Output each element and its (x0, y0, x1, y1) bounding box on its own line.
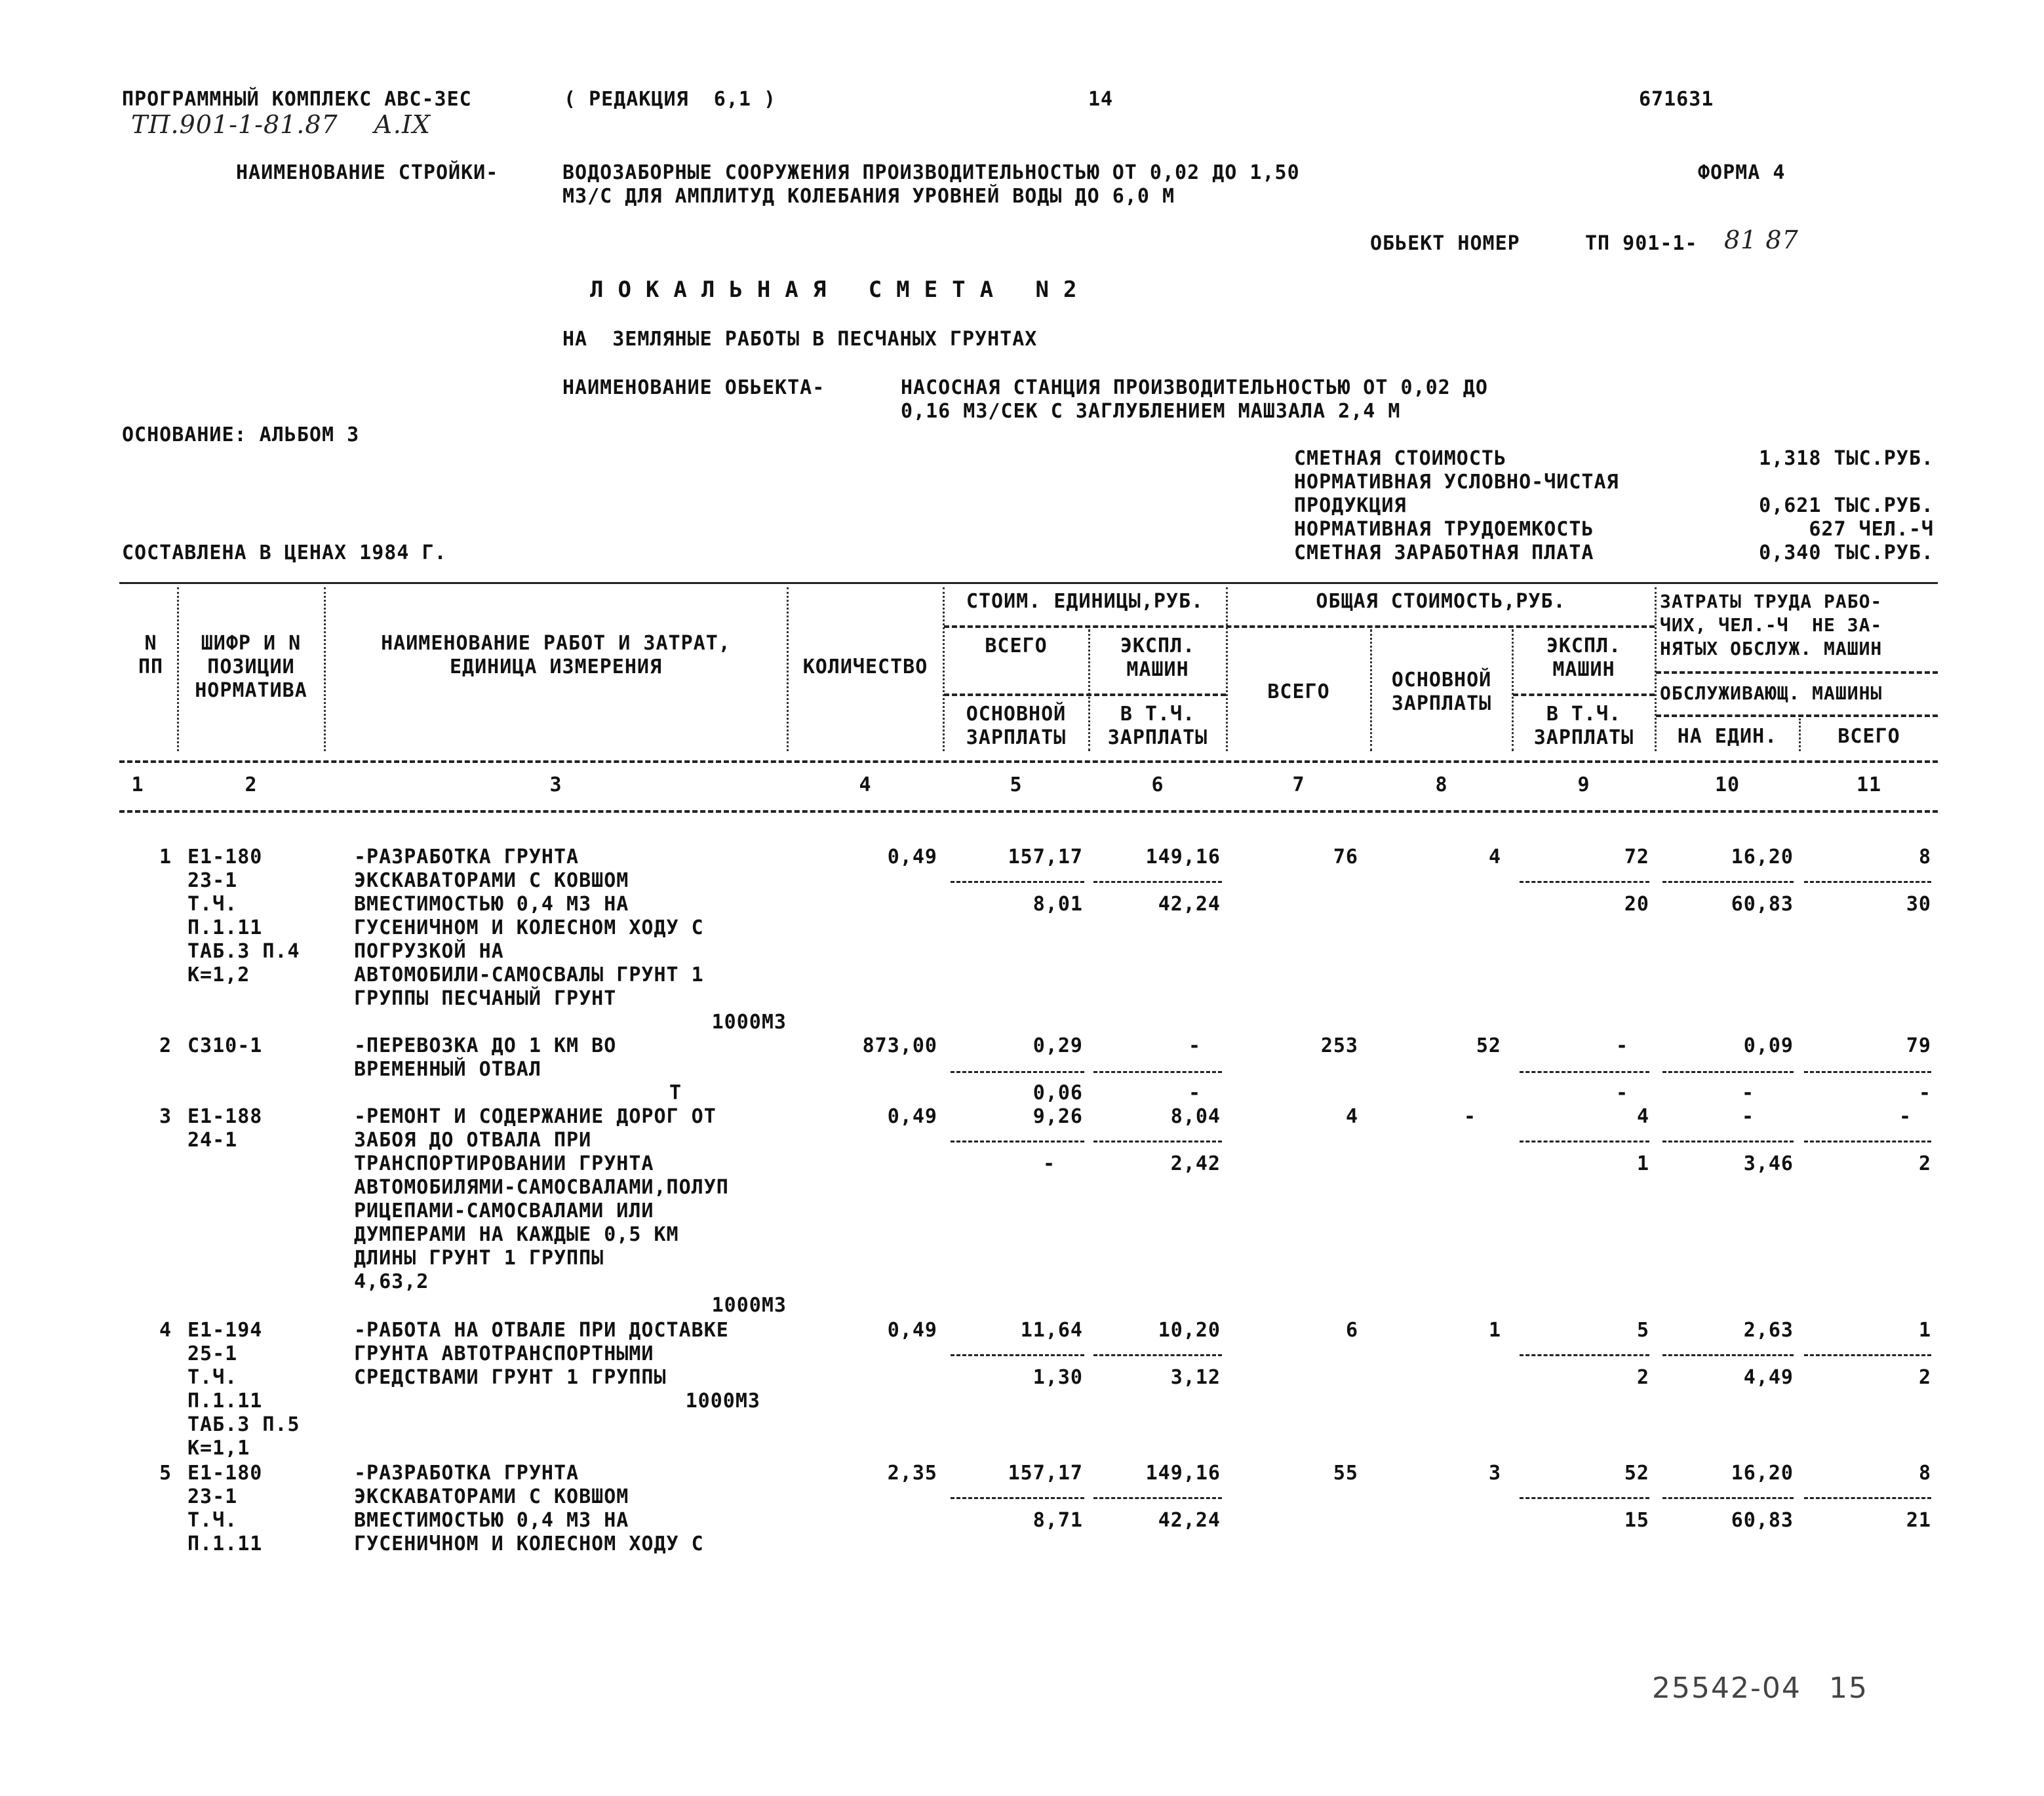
total-wage: 52 (1476, 1034, 1501, 1057)
col-header-labor-total: ВСЕГО (1838, 725, 1900, 748)
summary-value: 0,621 ТЫС.РУБ. (1759, 494, 1934, 517)
total-cost: 6 (1345, 1319, 1358, 1342)
col-header-total-incl-wage: В Т.Ч. ЗАРПЛАТЫ (1533, 703, 1634, 749)
row-description: -РЕМОНТ И СОДЕРЖАНИЕ ДОРОГ ОТ ЗАБОЯ ДО ОТВАЛА ПРИ ТРАНСПОРТИРОВАНИИ ГРУНТА АВТОМОБИЛЯМИ-САМОСВАЛАМИ,ПОЛУП РИЦЕПАМИ-САМОСВАЛАМИ ИЛИ ДУМПЕРАМИ НА КАЖДЫЕ 0,5 КМ ДЛИНЫ ГРУНТ 1 ГРУППЫ 4,63,2 (354, 1105, 729, 1293)
labor-per-unit: 16,20 (1731, 1462, 1794, 1485)
column-number: 11 (1856, 773, 1882, 796)
labor-service-unit: 60,83 (1731, 893, 1794, 916)
cell-underline (1804, 1141, 1931, 1142)
header-inner-rule (1656, 714, 1938, 717)
cell-underline (1662, 881, 1794, 883)
row-code: Е1-188 24-1 (187, 1105, 263, 1152)
row-code: С310-1 (187, 1034, 263, 1057)
row-unit: 1000М3 (711, 1294, 787, 1317)
total-machines: 4 (1636, 1105, 1649, 1128)
basis-note: ОСНОВАНИЕ: АЛЬБОМ 3 (122, 423, 360, 446)
construction-label: НАИМЕНОВАНИЕ СТРОЙКИ- (236, 161, 499, 184)
header-bottom-rule (119, 760, 1938, 763)
total-incl-wage: 15 (1624, 1509, 1649, 1532)
column-number: 6 (1151, 773, 1164, 796)
program-edition: ( РЕДАКЦИЯ 6,1 ) (564, 88, 777, 111)
unit-cost-incl-wage: 42,24 (1158, 893, 1221, 916)
sheet-number: 15 (1829, 1671, 1868, 1705)
labor-service-total: 21 (1906, 1509, 1931, 1532)
total-cost: 55 (1333, 1462, 1358, 1485)
labor-service-total: 2 (1918, 1366, 1931, 1389)
labor-service-total: 30 (1906, 893, 1931, 916)
total-cost: 253 (1320, 1034, 1358, 1057)
column-number: 2 (245, 773, 258, 796)
labor-total: - (1898, 1105, 1912, 1128)
unit-cost-wage: 8,01 (1032, 893, 1083, 916)
labor-per-unit: 16,20 (1731, 846, 1794, 869)
row-description: -ПЕРЕВОЗКА ДО 1 КМ ВО ВРЕМЕННЫЙ ОТВАЛ (354, 1034, 617, 1081)
col-header-unit-wage: ОСНОВНОЙ ЗАРПЛАТЫ (966, 703, 1067, 749)
total-incl-wage: 20 (1624, 893, 1649, 916)
row-number: 3 (159, 1105, 172, 1128)
unit-cost-total: 0,29 (1032, 1034, 1083, 1057)
total-cost: 76 (1333, 846, 1358, 869)
labor-service-unit: 60,83 (1731, 1509, 1794, 1532)
row-quantity: 0,49 (887, 846, 937, 869)
total-machines: 5 (1636, 1319, 1649, 1342)
column-number: 7 (1292, 773, 1305, 796)
column-number: 5 (1010, 773, 1023, 796)
col-header-unit-incl-wage: В Т.Ч. ЗАРПЛАТЫ (1107, 703, 1208, 749)
labor-service-unit: 4,49 (1743, 1366, 1794, 1389)
row-unit: 1000М3 (711, 1011, 787, 1034)
construction-line-2: М3/С ДЛЯ АМПЛИТУД КОЛЕБАНИЯ УРОВНЕЙ ВОДЫ ДО 6,0 М (562, 185, 1175, 208)
row-number: 5 (159, 1462, 172, 1485)
unit-cost-total: 11,64 (1020, 1319, 1083, 1342)
unit-cost-total: 157,17 (1008, 1462, 1083, 1485)
col-header-labor: ЗАТРАТЫ ТРУДА РАБО- ЧИХ, ЧЕЛ.-Ч НЕ ЗА- НЯТЫХ ОБСЛУЖ. МАШИН (1660, 591, 1883, 659)
row-quantity: 2,35 (887, 1462, 937, 1485)
cell-underline (951, 881, 1084, 883)
summary-label: СМЕТНАЯ ЗАРАБОТНАЯ ПЛАТА (1294, 541, 1594, 564)
total-incl-wage: - (1615, 1082, 1628, 1104)
archive-stamp-number: 25542-04 (1652, 1671, 1801, 1705)
labor-per-unit: 0,09 (1743, 1034, 1794, 1057)
prices-note: СОСТАВЛЕНА В ЦЕНАХ 1984 Г. (122, 541, 447, 564)
unit-cost-wage: - (1042, 1152, 1055, 1175)
summary-label: НОРМАТИВНАЯ ТРУДОЕМКОСТЬ (1294, 518, 1594, 541)
cell-underline (1520, 881, 1649, 883)
cell-underline (1804, 1071, 1931, 1073)
labor-service-total: 2 (1918, 1152, 1931, 1175)
row-code: Е1-194 25-1 Т.Ч. П.1.11 ТАБ.3 П.5 К=1,1 (187, 1319, 300, 1460)
cell-underline (1662, 1071, 1794, 1073)
summary-label: СМЕТНАЯ СТОИМОСТЬ (1294, 447, 1507, 470)
row-number: 1 (159, 846, 172, 869)
object-label: НАИМЕНОВАНИЕ ОБЬЕКТА- (562, 376, 825, 399)
document-code: 671631 (1639, 88, 1714, 111)
object-number-handwritten: 81 87 (1724, 225, 1799, 254)
unit-cost-incl-wage: 3,12 (1170, 1366, 1221, 1389)
cell-underline (1093, 1071, 1222, 1073)
cell-underline (951, 1497, 1084, 1499)
cell-underline (1520, 1497, 1649, 1499)
unit-cost-wage: 8,71 (1032, 1509, 1083, 1532)
col-header-unit-cost: СТОИМ. ЕДИНИЦЫ,РУБ. (966, 590, 1204, 613)
document-subtitle: НА ЗЕМЛЯНЫЕ РАБОТЫ В ПЕСЧАНЫХ ГРУНТАХ (562, 328, 1038, 351)
cell-underline (1662, 1141, 1794, 1142)
unit-cost-incl-wage: - (1188, 1082, 1201, 1104)
header-inner-rule (1656, 671, 1938, 674)
cell-underline (1804, 881, 1931, 883)
object-number: ТП 901-1- (1585, 232, 1698, 255)
unit-cost-machines: 8,04 (1170, 1105, 1221, 1128)
labor-per-unit: - (1741, 1105, 1754, 1128)
labor-total: 8 (1918, 846, 1931, 869)
labor-service-total: - (1918, 1082, 1931, 1104)
total-cost: 4 (1345, 1105, 1358, 1128)
handwritten-album-ref: А.IX (374, 110, 431, 139)
unit-cost-wage: 1,30 (1032, 1366, 1083, 1389)
column-number: 9 (1577, 773, 1590, 796)
row-unit: 1000М3 (685, 1390, 760, 1413)
col-header-unit-machines: ЭКСПЛ. МАШИН (1120, 634, 1196, 681)
cell-underline (1520, 1141, 1649, 1142)
labor-total: 8 (1918, 1462, 1931, 1485)
unit-cost-machines: 149,16 (1145, 1462, 1221, 1485)
document-title: ЛОКАЛЬНАЯ СМЕТА N2 (590, 277, 1091, 303)
table-top-rule (119, 582, 1938, 584)
cell-underline (1804, 1354, 1931, 1356)
row-unit: Т (669, 1082, 682, 1104)
row-description: -РАЗРАБОТКА ГРУНТА ЭКСКАВАТОРАМИ С КОВШОМ ВМЕСТИМОСТЬЮ 0,4 М3 НА ГУСЕНИЧНОМ И КОЛЕСНОМ ХОДУ С (354, 1462, 704, 1555)
col-header-labor-unit: НА ЕДИН. (1677, 725, 1778, 748)
row-quantity: 0,49 (887, 1105, 937, 1128)
row-number: 2 (159, 1034, 172, 1057)
header-inner-rule (944, 625, 1655, 628)
cell-underline (1662, 1497, 1794, 1499)
cell-underline (1520, 1354, 1649, 1356)
row-description: -РАБОТА НА ОТВАЛЕ ПРИ ДОСТАВКЕ ГРУНТА АВТОТРАНСПОРТНЫМИ СРЕДСТВАМИ ГРУНТ 1 ГРУППЫ (354, 1319, 729, 1389)
total-machines: 72 (1624, 846, 1649, 869)
row-quantity: 0,49 (887, 1319, 937, 1342)
cell-underline (951, 1141, 1084, 1142)
summary-label: НОРМАТИВНАЯ УСЛОВНО-ЧИСТАЯ (1294, 471, 1619, 494)
summary-value: 1,318 ТЫС.РУБ. (1759, 447, 1934, 470)
column-number: 10 (1714, 773, 1740, 796)
cell-underline (1093, 1141, 1222, 1142)
col-header-total-machines: ЭКСПЛ. МАШИН (1546, 634, 1622, 681)
unit-cost-machines: 10,20 (1158, 1319, 1221, 1342)
total-incl-wage: 1 (1636, 1152, 1649, 1175)
unit-cost-machines: 149,16 (1145, 846, 1221, 869)
row-number: 4 (159, 1319, 172, 1342)
col-header-number: N ПП (138, 632, 164, 678)
column-number: 3 (549, 773, 562, 796)
cell-underline (1804, 1497, 1931, 1499)
col-header-total-all: ВСЕГО (1267, 680, 1330, 703)
summary-value: 627 ЧЕЛ.-Ч (1809, 518, 1934, 541)
program-name: ПРОГРАММНЫЙ КОМПЛЕКС АВС-3ЕС (122, 88, 472, 111)
form-label: ФОРМА 4 (1698, 161, 1786, 184)
cell-underline (951, 1071, 1084, 1073)
total-wage: 4 (1488, 846, 1501, 869)
unit-cost-incl-wage: 42,24 (1158, 1509, 1221, 1532)
col-header-quantity: КОЛИЧЕСТВО (802, 655, 928, 678)
labor-total: 79 (1906, 1034, 1931, 1057)
unit-cost-total: 9,26 (1032, 1105, 1083, 1128)
labor-service-unit: 3,46 (1743, 1152, 1794, 1175)
col-header-total-cost: ОБЩАЯ СТОИМОСТЬ,РУБ. (1316, 590, 1566, 613)
header-inner-rule (944, 693, 1226, 696)
labor-total: 1 (1918, 1319, 1931, 1342)
unit-cost-incl-wage: 2,42 (1170, 1152, 1221, 1175)
cell-underline (951, 1354, 1084, 1356)
column-number: 4 (859, 773, 872, 796)
header-inner-rule (1513, 693, 1655, 696)
construction-line-1: ВОДОЗАБОРНЫЕ СООРУЖЕНИЯ ПРОИЗВОДИТЕЛЬНОСТЬЮ ОТ 0,02 ДО 1,50 (562, 161, 1300, 184)
total-incl-wage: 2 (1636, 1366, 1649, 1389)
total-wage: - (1463, 1105, 1476, 1128)
col-header-total-wage: ОСНОВНОЙ ЗАРПЛАТЫ (1391, 669, 1492, 715)
object-line-2: 0,16 М3/СЕК С ЗАГЛУБЛЕНИЕМ МАШЗАЛА 2,4 М (901, 400, 1401, 423)
labor-service-unit: - (1741, 1082, 1754, 1104)
col-header-unit-total: ВСЕГО (985, 634, 1048, 657)
col-header-code: ШИФР И N ПОЗИЦИИ НОРМАТИВА (195, 632, 307, 702)
summary-label: ПРОДУКЦИЯ (1294, 494, 1407, 517)
cell-underline (1520, 1071, 1649, 1073)
col-header-name: НАИМЕНОВАНИЕ РАБОТ И ЗАТРАТ, ЕДИНИЦА ИЗМЕРЕНИЯ (381, 632, 731, 678)
cell-underline (1093, 1497, 1222, 1499)
unit-cost-wage: 0,06 (1032, 1082, 1083, 1104)
total-wage: 1 (1488, 1319, 1501, 1342)
total-machines: - (1615, 1034, 1628, 1057)
total-wage: 3 (1488, 1462, 1501, 1485)
unit-cost-total: 157,17 (1008, 846, 1083, 869)
unit-cost-machines: - (1188, 1034, 1201, 1057)
page-number: 14 (1088, 88, 1114, 111)
row-quantity: 873,00 (862, 1034, 937, 1057)
cell-underline (1093, 881, 1222, 883)
cell-underline (1662, 1354, 1794, 1356)
row-code: Е1-180 23-1 Т.Ч. П.1.11 (187, 1462, 263, 1555)
summary-value: 0,340 ТЫС.РУБ. (1759, 541, 1934, 564)
column-number: 1 (131, 773, 144, 796)
column-number-rule (119, 810, 1938, 813)
handwritten-project-ref: ТП.901-1-81.87 (131, 110, 338, 139)
col-header-labor-service: ОБСЛУЖИВАЮЩ. МАШИНЫ (1660, 682, 1883, 704)
object-number-label: ОБЬЕКТ НОМЕР (1370, 232, 1520, 255)
column-number: 8 (1435, 773, 1448, 796)
row-code: Е1-180 23-1 Т.Ч. П.1.11 ТАБ.3 П.4 К=1,2 (187, 846, 300, 986)
total-machines: 52 (1624, 1462, 1649, 1485)
labor-per-unit: 2,63 (1743, 1319, 1794, 1342)
cell-underline (1093, 1354, 1222, 1356)
object-line-1: НАСОСНАЯ СТАНЦИЯ ПРОИЗВОДИТЕЛЬНОСТЬЮ ОТ 0,02 ДО (901, 376, 1488, 399)
row-description: -РАЗРАБОТКА ГРУНТА ЭКСКАВАТОРАМИ С КОВШОМ ВМЕСТИМОСТЬЮ 0,4 М3 НА ГУСЕНИЧНОМ И КОЛЕСНОМ ХОДУ С ПОГРУЗКОЙ НА АВТОМОБИЛИ-САМОСВАЛЫ ГРУНТ 1 ГРУППЫ ПЕСЧАНЫЙ ГРУНТ (354, 846, 704, 1010)
